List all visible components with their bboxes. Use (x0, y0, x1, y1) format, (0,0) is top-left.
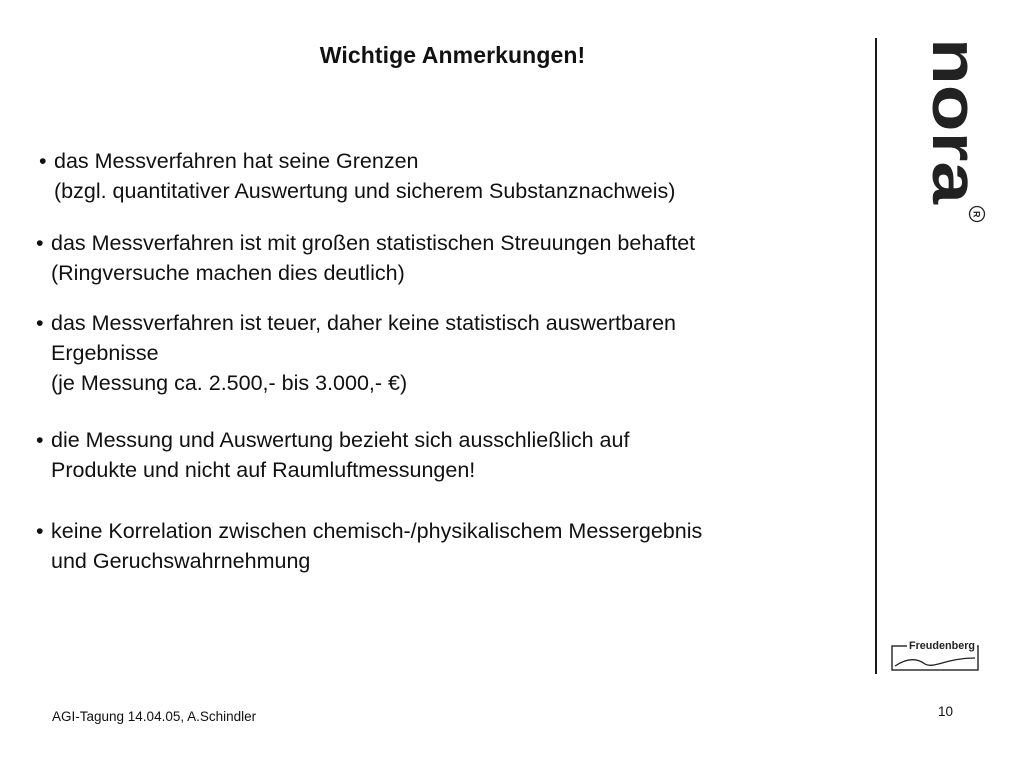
slide-title: Wichtige Anmerkungen! (319, 42, 586, 68)
bullet-dot: • (36, 428, 44, 452)
nora-logo-text: nora (919, 38, 991, 177)
bullet-dot: • (36, 231, 44, 255)
bullet-dot: • (36, 311, 44, 335)
footer-text: AGI-Tagung 14.04.05, A.Schindler (52, 709, 257, 724)
bullet-line: • das Messverfahren hat seine Grenzen (39, 146, 675, 176)
freudenberg-logo-text: Freudenberg (909, 640, 975, 652)
bullet-line: Produkte und nicht auf Raumluftmessungen! (51, 458, 476, 482)
bullet-line: Ergebnisse (51, 341, 159, 365)
freudenberg-logo (891, 638, 979, 672)
bullet-line: (Ringversuche machen dies deutlich) (51, 261, 405, 285)
vertical-divider (875, 38, 877, 674)
bullet-line: • das Messverfahren ist mit großen statistischen Streuungen behaftet (36, 228, 695, 258)
bullet-item-5 (36, 516, 702, 576)
bullet-dot: • (36, 519, 44, 543)
bullet-item-4 (36, 425, 629, 485)
bullet-line: • die Messung und Auswertung bezieht sich ausschließlich auf (36, 425, 629, 455)
bullet-line: (je Messung ca. 2.500,- bis 3.000,- €) (51, 371, 408, 395)
registered-mark-letter: R (971, 211, 982, 218)
bullet-line: • keine Korrelation zwischen chemisch-/physikalischem Messergebnis (36, 516, 702, 546)
bullet-item-1 (39, 146, 675, 206)
bullet-line: (bzgl. quantitativer Auswertung und sicherem Substanznachweis) (54, 179, 676, 203)
bullet-line: • das Messverfahren ist teuer, daher keine statistisch auswertbaren (36, 308, 676, 338)
bullet-item-3 (36, 308, 676, 398)
page-number: 10 (938, 704, 954, 719)
registered-mark-icon (970, 207, 985, 222)
bullet-item-2 (36, 228, 695, 288)
bullet-line: und Geruchswahrnehmung (51, 549, 311, 573)
nora-logo (905, 36, 1005, 236)
bullet-dot: • (39, 149, 47, 173)
